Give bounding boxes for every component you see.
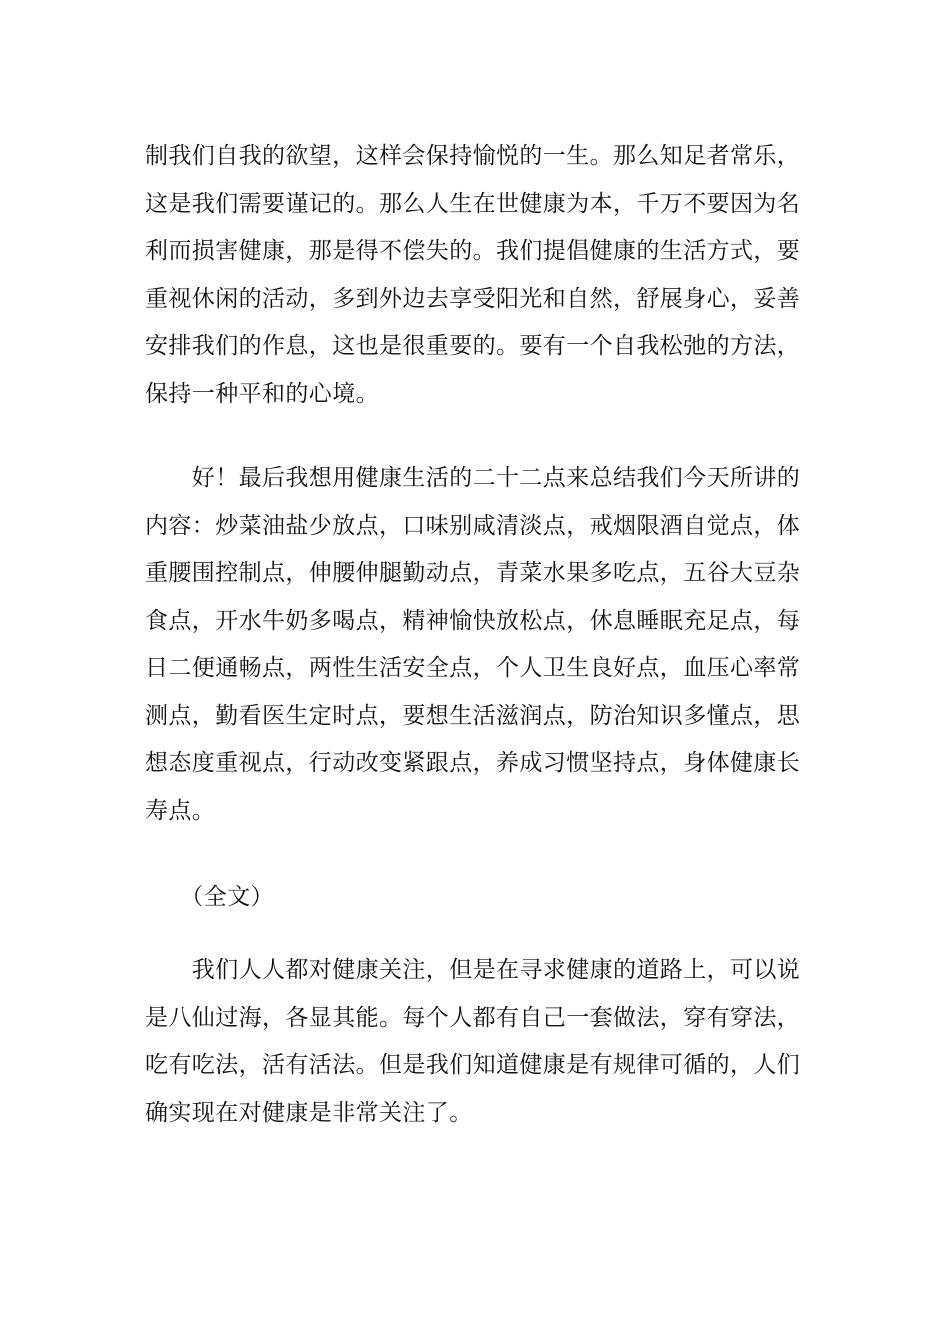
- paragraph-line: 重视休闲的活动，多到外边去享受阳光和自然，舒展身心，妥善: [145, 285, 801, 312]
- paragraph-1: [145, 133, 810, 418]
- paragraph-3: [145, 874, 810, 922]
- paragraph-4: [145, 947, 810, 1137]
- paragraph-line: 是八仙过海，各显其能。每个人都有自己一套做法，穿有穿法，: [145, 1004, 801, 1031]
- paragraph-2: [145, 455, 810, 835]
- paragraph-line: 利而损害健康，那是得不偿失的。我们提倡健康的生活方式，要: [145, 238, 801, 264]
- paragraph-line: 重腰围控制点，伸腰伸腿勤动点，青菜水果多吃点，五谷大豆杂: [145, 560, 801, 586]
- paragraph-line: 这是我们需要谨记的。那么人生在世健康为本，千万不要因为名: [145, 190, 801, 217]
- paragraph-line: 好！最后我想用健康生活的二十二点来总结我们今天所讲的: [145, 465, 801, 491]
- paragraph-line: 内容：炒菜油盐少放点，口味别咸清淡点，戒烟限酒自觉点，体: [145, 512, 801, 539]
- paragraph-line: 日二便通畅点，两性生活安全点，个人卫生良好点，血压心率常: [145, 655, 801, 681]
- paragraph-line: 我们人人都对健康关注，但是在寻求健康的道路上，可以说: [145, 957, 801, 983]
- paragraph-line: 想态度重视点，行动改变紧跟点，养成习惯坚持点，身体健康长: [145, 750, 801, 776]
- paragraph-line: 寿点。: [145, 797, 216, 824]
- paragraph-line: 食点，开水牛奶多喝点，精神愉快放松点，休息睡眠充足点，每: [145, 607, 801, 634]
- paragraph-line: 制我们自我的欲望，这样会保持愉悦的一生。那么知足者常乐，: [145, 143, 801, 169]
- paragraph-line: 吃有吃法，活有活法。但是我们知道健康是有规律可循的，人们: [145, 1052, 801, 1078]
- paragraph-line: 确实现在对健康是非常关注了。: [145, 1099, 473, 1126]
- paragraph-line: 测点，勤看医生定时点，要想生活滋润点，防治知识多懂点，思: [145, 702, 801, 729]
- paragraph-line: （全文）: [145, 884, 274, 910]
- paragraph-line: 保持一种平和的心境。: [145, 380, 379, 407]
- paragraph-line: 安排我们的作息，这也是很重要的。要有一个自我松弛的方法，: [145, 333, 801, 359]
